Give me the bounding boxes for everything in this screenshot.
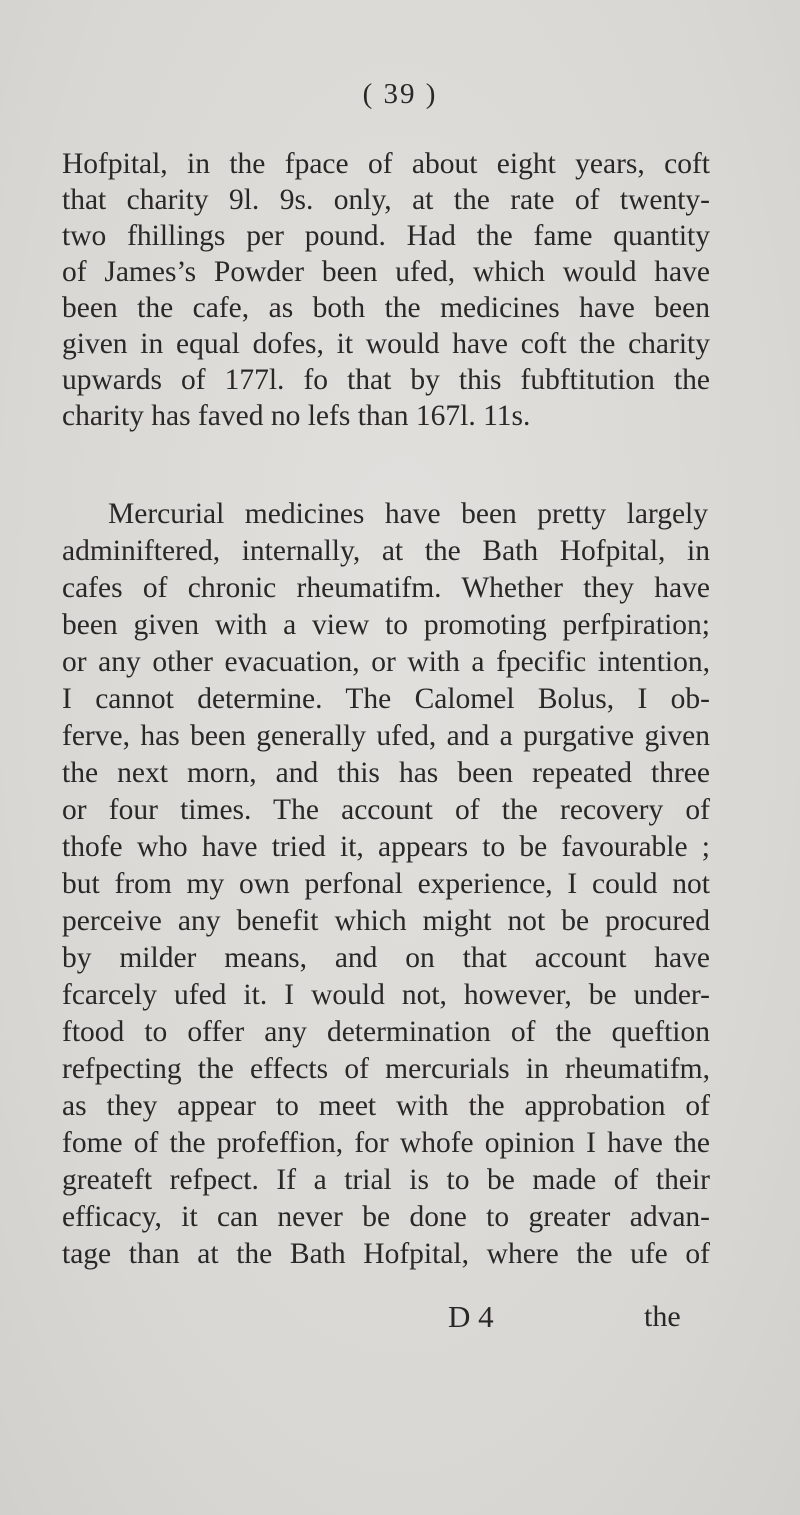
text-line: efficacy, it can never be done to greater advan- (62, 1201, 710, 1233)
text-line: been given with a view to promoting perfpiration; (62, 609, 710, 641)
text-line: two fhillings per pound. Had the fame quantity (62, 220, 710, 252)
text-line: but from my own perfonal experience, I could not (62, 868, 710, 900)
text-line: given in equal dofes, it would have coft the charity (62, 328, 710, 360)
page-number: ( 39 ) (362, 78, 438, 110)
text-line: or any other evacuation, or with a fpecific intention, (62, 646, 710, 678)
text-line: adminiftered, internally, at the Bath Hofpital, in (62, 535, 710, 567)
text-line: Mercurial medicines have been pretty largely (108, 498, 708, 530)
text-line: refpecting the effects of mercurials in rheumatifm, (62, 1053, 710, 1085)
text-line: charity has faved no lefs than 167l. 11s. (62, 400, 531, 432)
text-line: I cannot determine. The Calomel Bolus, I ob- (62, 683, 710, 715)
text-line: perceive any benefit which might not be procured (62, 905, 710, 937)
text-line: fcarcely ufed it. I would not, however, be under- (62, 979, 710, 1011)
text-line: the next morn, and this has been repeated three (62, 757, 710, 789)
text-line: tage than at the Bath Hofpital, where the ufe of (62, 1238, 710, 1270)
text-line: or four times. The account of the recovery of (62, 794, 710, 826)
text-line: that charity 9l. 9s. only, at the rate of twenty- (62, 184, 710, 216)
text-line: been the cafe, as both the medicines have been (62, 292, 710, 324)
text-line: ferve, has been generally ufed, and a purgative given (62, 720, 710, 752)
text-line: upwards of 177l. fo that by this fubftitution the (62, 364, 710, 396)
text-line: of James’s Powder been ufed, which would have (62, 256, 710, 288)
catchword: the (644, 1300, 681, 1333)
text-line: as they appear to meet with the approbation of (62, 1090, 710, 1122)
text-line: thofe who have tried it, appears to be favourable ; (62, 831, 710, 863)
text-line: by milder means, and on that account have (62, 942, 710, 974)
signature-mark: D 4 (448, 1299, 494, 1334)
text-line: cafes of chronic rheumatifm. Whether they have (62, 572, 710, 604)
text-line: greateft refpect. If a trial is to be made of their (62, 1164, 710, 1196)
text-line: ftood to offer any determination of the queftion (62, 1016, 710, 1048)
text-line: Hofpital, in the fpace of about eight years, coft (62, 148, 710, 180)
text-line: fome of the profeffion, for whofe opinion I have the (62, 1127, 710, 1159)
